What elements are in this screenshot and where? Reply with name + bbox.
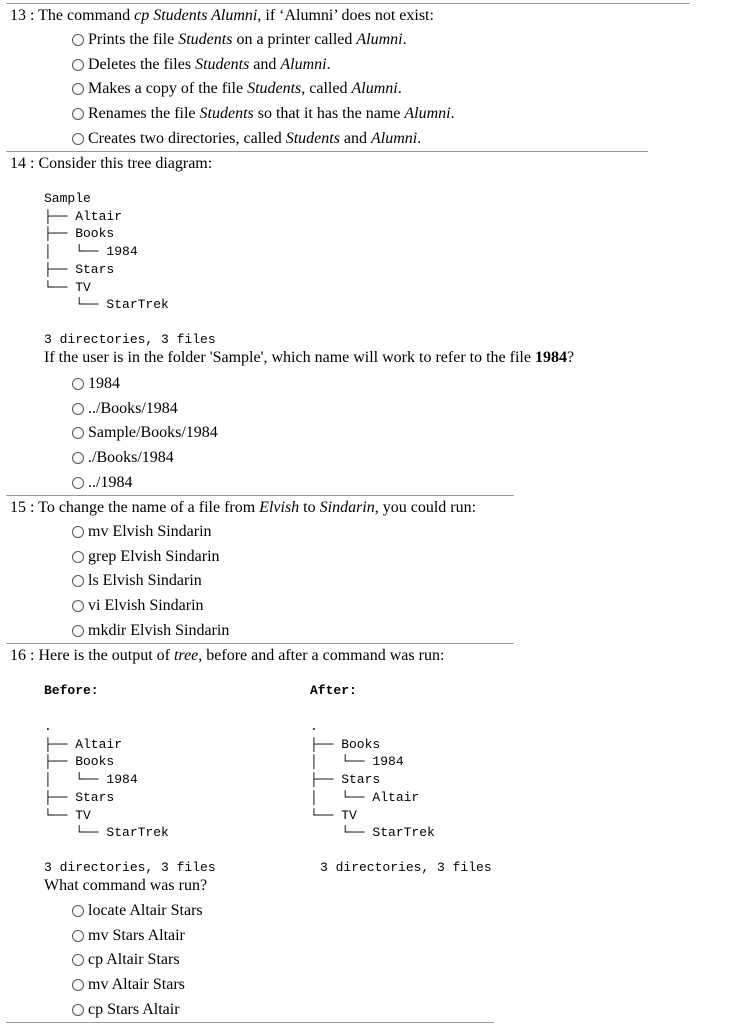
radio-button[interactable] (72, 575, 84, 587)
q14-option-1[interactable] (72, 372, 218, 397)
italic-text: Alumni (351, 80, 398, 98)
radio-button[interactable] (72, 551, 84, 563)
question-14-options (72, 372, 218, 495)
radio-button[interactable] (72, 477, 84, 489)
q16-after-tree: . ├── Books │ └── 1984 ├── Stars │ └── Altair └── TV └── StarTrek (310, 719, 435, 841)
q15-option-3[interactable] (72, 569, 229, 594)
q13-option-4[interactable] (72, 102, 455, 127)
q14-option-4[interactable] (72, 446, 218, 471)
italic-text: Alumni (404, 105, 451, 123)
question-13-options (72, 28, 455, 151)
text-segment: . (326, 55, 331, 73)
radio-button[interactable] (72, 427, 84, 439)
italic-text: tree (173, 647, 199, 664)
q13-option-3[interactable] (72, 77, 455, 102)
q14-option-5[interactable] (72, 470, 218, 495)
question-13-text (38, 7, 434, 24)
italic-text: Alumni (280, 55, 327, 73)
separator-14-15 (6, 495, 514, 496)
question-16-stem (10, 646, 444, 666)
text-segment: so that it has the name (253, 105, 405, 123)
text-segment: Renames the file (88, 105, 200, 123)
text-segment: . (402, 31, 407, 49)
q13-option-1[interactable] (72, 28, 455, 53)
radio-button[interactable] (72, 954, 84, 966)
q14-prompt-end: ? (566, 349, 575, 366)
q13-option-5[interactable] (72, 126, 455, 151)
text-segment: Here is the output of (38, 647, 174, 664)
text-segment: and (249, 55, 281, 73)
q16-option-5[interactable] (72, 997, 203, 1022)
q16-option-3[interactable] (72, 948, 203, 973)
q15-option-4[interactable] (72, 594, 229, 619)
q14-option-5-label: ../1984 (88, 473, 133, 491)
radio-button[interactable] (72, 403, 84, 415)
q14-option-3[interactable] (72, 421, 218, 446)
radio-button[interactable] (72, 108, 84, 120)
q14-option-4-label: ./Books/1984 (88, 449, 174, 467)
q16-option-1-label: locate Altair Stars (88, 902, 203, 920)
q15-option-4-label: vi Elvish Sindarin (88, 597, 204, 615)
q13-option-4-label (88, 104, 455, 124)
question-16-options (72, 899, 203, 1022)
radio-button[interactable] (72, 625, 84, 637)
text-segment: . (450, 105, 455, 123)
q16-option-3-label: cp Altair Stars (88, 951, 180, 969)
italic-text: Alumni (356, 31, 403, 49)
q16-before-label: Before: (44, 683, 99, 698)
question-16-number: 16 : (10, 647, 39, 664)
italic-text: Students (199, 105, 254, 123)
q16-before-tree: . ├── Altair ├── Books │ └── 1984 ├── Stars └── TV └── StarTrek (44, 719, 169, 841)
q13-option-2[interactable] (72, 53, 455, 78)
q16-after-summary: 3 directories, 3 files (320, 860, 492, 875)
radio-button[interactable] (72, 1004, 84, 1016)
radio-button[interactable] (72, 600, 84, 612)
radio-button[interactable] (72, 526, 84, 538)
q15-option-5[interactable] (72, 618, 229, 643)
question-14-number: 14 : (10, 155, 39, 172)
italic-text: Students (285, 129, 340, 147)
q16-option-5-label: cp Stars Altair (88, 1000, 180, 1018)
q16-option-2[interactable] (72, 924, 203, 949)
question-13-number: 13 : (10, 7, 39, 24)
question-14-stem (10, 154, 212, 174)
separator-15-16 (6, 643, 514, 644)
italic-text: Students (195, 55, 250, 73)
radio-button[interactable] (72, 452, 84, 464)
text-segment: To change the name of a file from (38, 499, 260, 516)
radio-button[interactable] (72, 83, 84, 95)
q15-option-2[interactable] (72, 545, 229, 570)
text-segment: Makes a copy of the file (88, 80, 248, 98)
q15-option-1-label: mv Elvish Sindarin (88, 523, 212, 541)
text-segment: and (339, 129, 372, 147)
q13-option-3-label (88, 79, 402, 99)
radio-button[interactable] (72, 905, 84, 917)
q14-prompt-bold: 1984 (534, 349, 567, 366)
text-segment: to (299, 499, 320, 516)
radio-button[interactable] (72, 930, 84, 942)
text-segment: , if ‘Alumni’ does not exist: (257, 7, 434, 24)
q14-prompt (44, 348, 574, 368)
radio-button[interactable] (72, 133, 84, 145)
q13-option-2-label (88, 55, 331, 75)
q16-prompt: What command was run? (44, 877, 208, 894)
italic-text: Students (178, 31, 233, 49)
q14-option-2-label: ../Books/1984 (88, 399, 178, 417)
text-segment: , before and after a command was run: (198, 647, 445, 664)
question-15-stem (10, 498, 476, 518)
q14-option-1-label: 1984 (88, 375, 120, 393)
question-14-text: Consider this tree diagram: (38, 155, 213, 172)
q16-before-summary: 3 directories, 3 files (44, 860, 216, 875)
italic-text: Sindarin (319, 499, 375, 516)
q16-option-1[interactable] (72, 899, 203, 924)
q14-tree-summary: 3 directories, 3 files (44, 332, 216, 347)
text-segment: The command (38, 7, 135, 24)
question-13-stem (10, 6, 434, 26)
text-segment: . (417, 129, 422, 147)
question-15-number: 15 : (10, 499, 39, 516)
q16-option-4-label: mv Altair Stars (88, 976, 185, 994)
q13-option-5-label (88, 129, 421, 149)
text-segment: on a printer called (232, 31, 357, 49)
text-segment: , you could run: (374, 499, 477, 516)
question-16-text (38, 647, 444, 664)
text-segment: , called (301, 80, 352, 98)
q15-option-5-label: mkdir Elvish Sindarin (88, 621, 230, 639)
italic-text: Alumni (371, 129, 418, 147)
text-segment: Deletes the files (88, 55, 196, 73)
italic-text: cp Students Alumni (134, 7, 258, 24)
q14-option-3-label: Sample/Books/1984 (88, 424, 218, 442)
q16-option-4[interactable] (72, 973, 203, 998)
q14-option-2[interactable] (72, 397, 218, 422)
q16-option-2-label: mv Stars Altair (88, 926, 185, 944)
q16-after-label: After: (310, 683, 357, 698)
radio-button[interactable] (72, 378, 84, 390)
radio-button[interactable] (72, 34, 84, 46)
q14-tree-diagram: Sample ├── Altair ├── Books │ └── 1984 ├── Stars └── TV └── StarTrek (44, 191, 169, 313)
italic-text: Students (247, 80, 302, 98)
question-15-text (38, 499, 476, 516)
q15-option-2-label: grep Elvish Sindarin (88, 547, 220, 565)
q13-option-1-label (88, 30, 407, 50)
separator-13-14 (6, 151, 648, 152)
separator-bottom (6, 1022, 494, 1023)
text-segment: Prints the file (88, 31, 179, 49)
q15-option-3-label: ls Elvish Sindarin (88, 572, 202, 590)
radio-button[interactable] (72, 59, 84, 71)
text-segment: . (397, 80, 402, 98)
separator-top (6, 3, 690, 4)
q14-prompt-text: If the user is in the folder 'Sample', which name will work to refer to the file (44, 349, 535, 366)
radio-button[interactable] (72, 979, 84, 991)
q15-option-1[interactable] (72, 520, 229, 545)
question-15-options (72, 520, 229, 643)
italic-text: Elvish (259, 499, 300, 516)
text-segment: Creates two directories, called (88, 129, 286, 147)
